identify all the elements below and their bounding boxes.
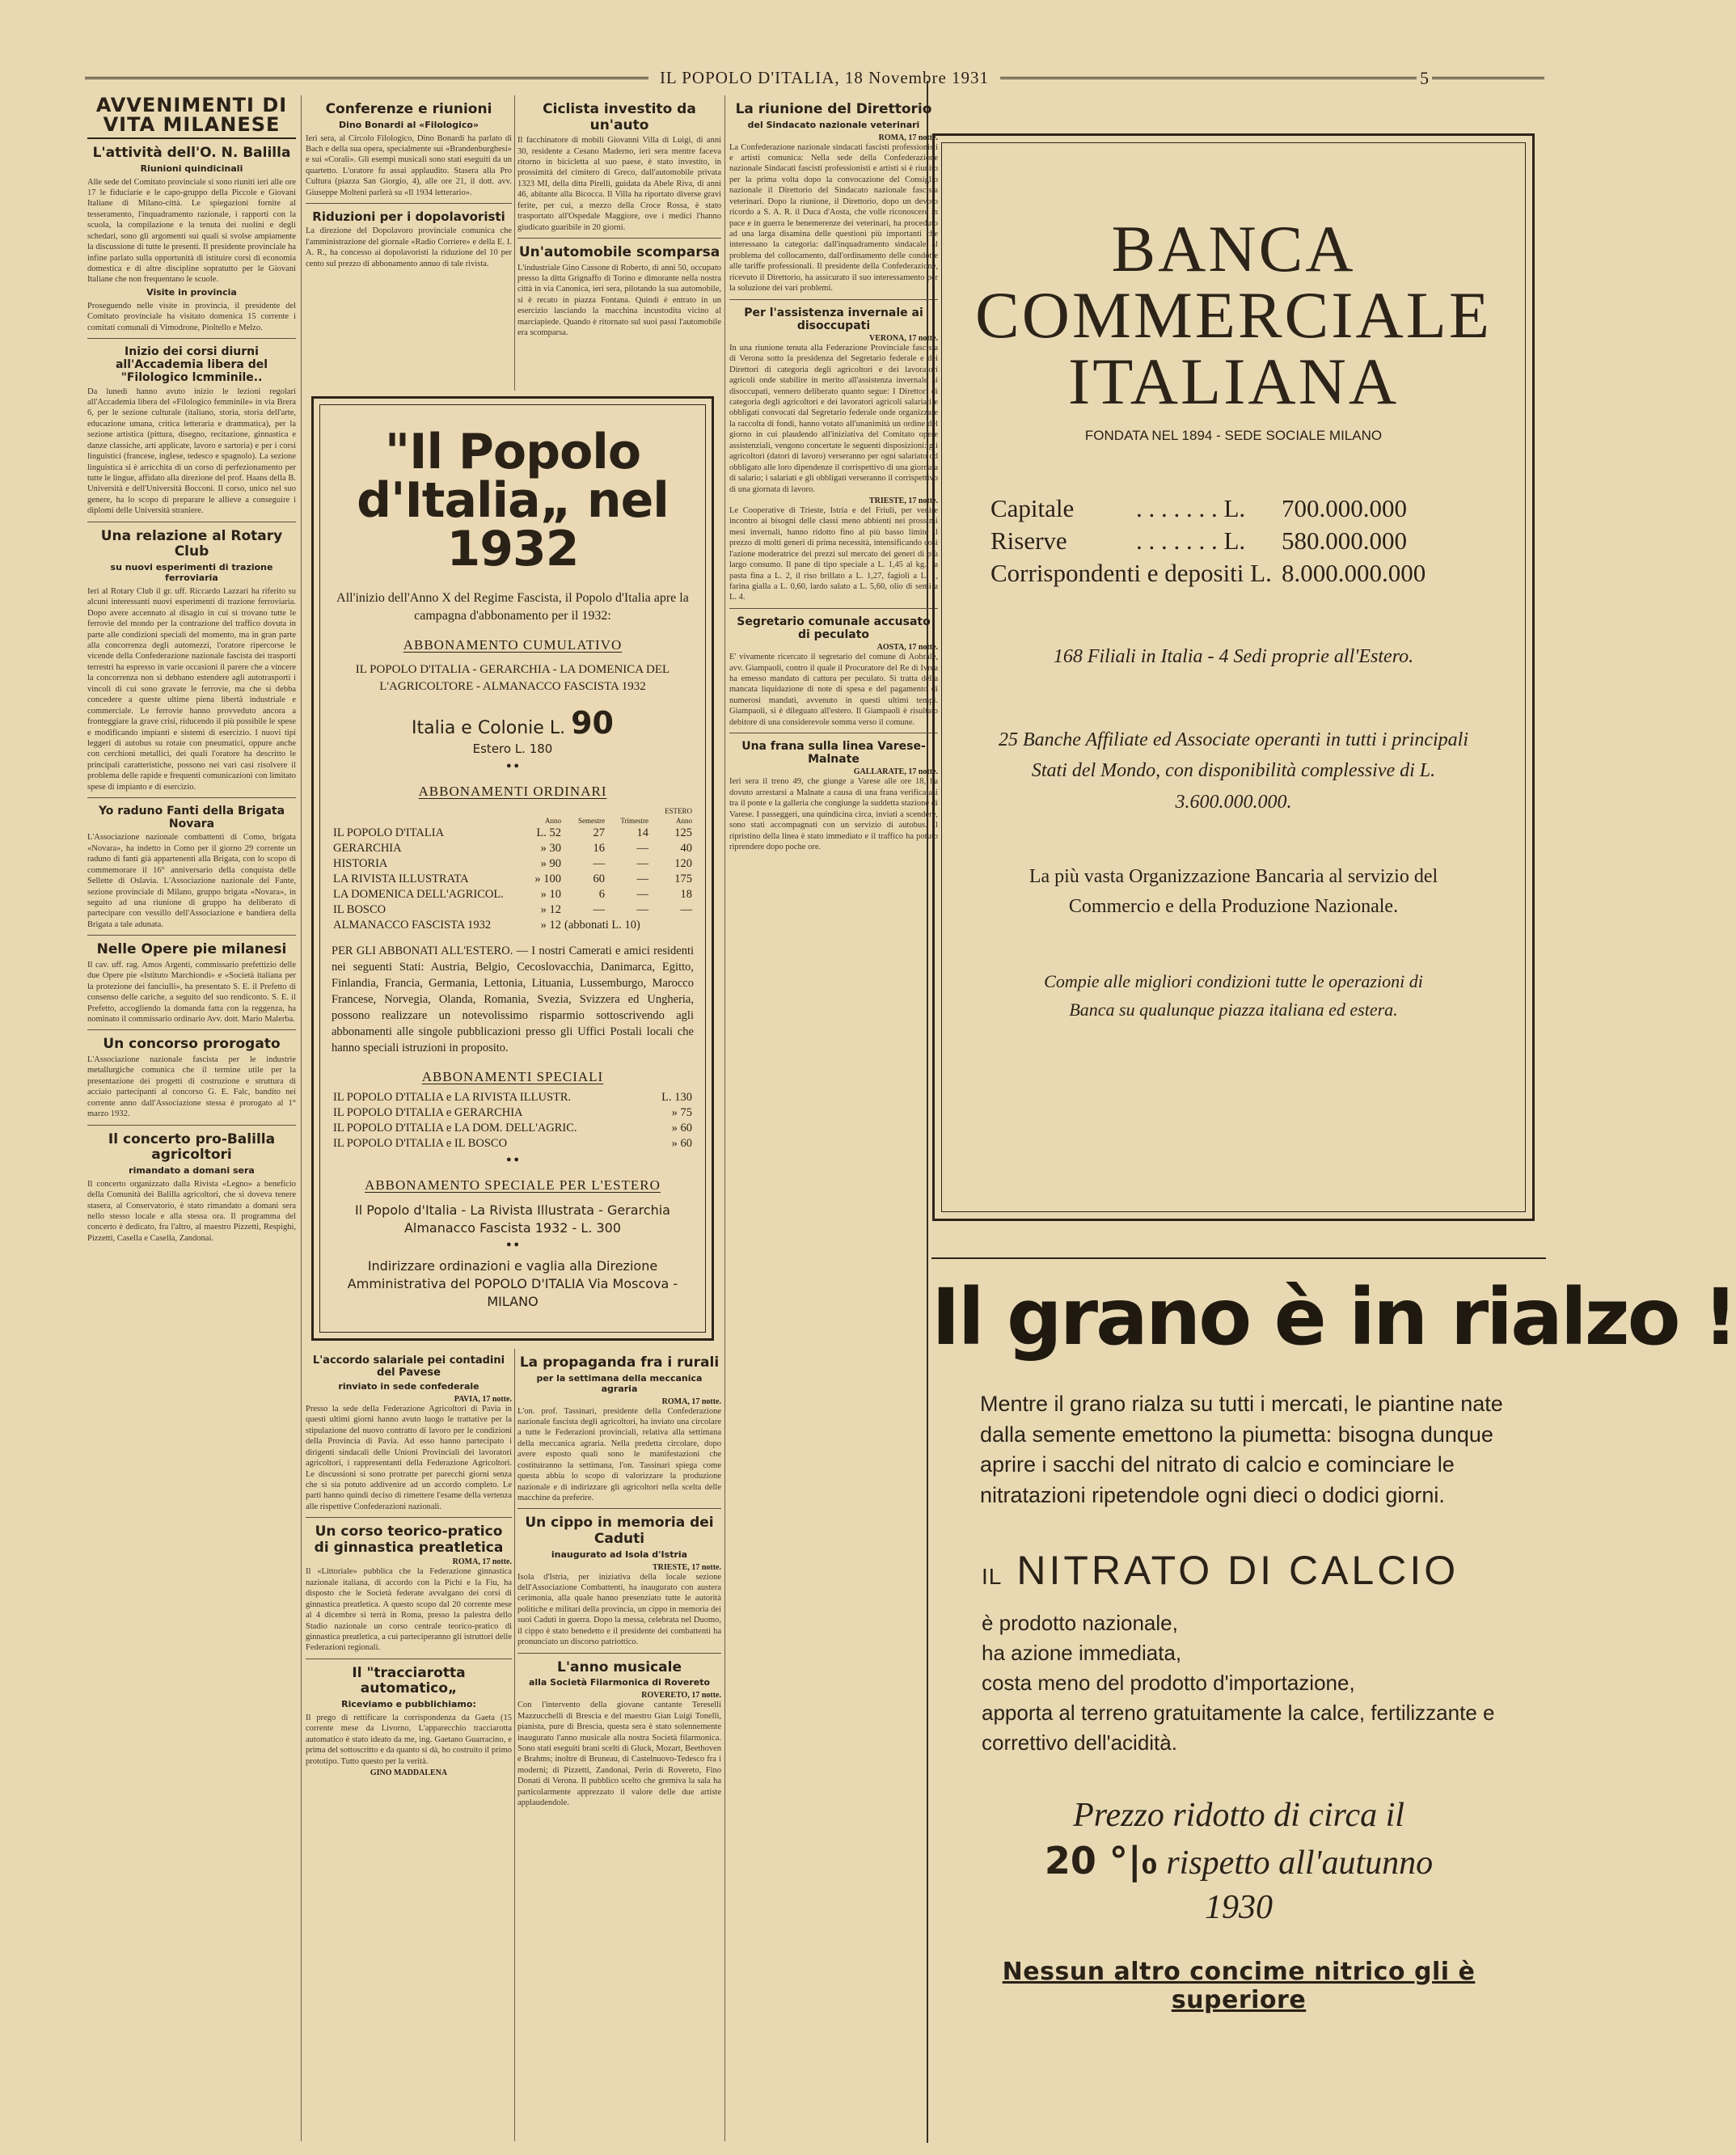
rate-row: LA DOMENICA DELL'AGRICOL. » 10 6 — 18 [333,888,692,902]
article-title: Un concorso prorogato [103,1036,281,1053]
foreign-special-text: Il Popolo d'Italia - La Rivista Illustrata - Gerarchia Almanacco Fascista 1932 - L. 300 [355,1202,670,1236]
column-3 [517,95,721,387]
order-address: Indirizzare ordinazioni e vaglia alla Direzione Amministrativa del POPOLO D'ITALIA Via Moscova - MILANO [347,1258,678,1309]
article-title: Una relazione al Rotary Club [100,527,283,560]
article-body: La direzione del Dopolavoro provinciale comunica che l'amministrazione del giornale «Radio Corriere» e della E. I. A. R., ha concesso ai dopolavoristi la riduzione del 10 per cento sul prezzo di abbonamento annuo di tale rivista. [306,226,512,268]
divider [517,1653,721,1654]
dateline: GALLARATE, 17 notte. [853,767,938,777]
divider [87,797,296,798]
bank-conditions: Compie alle migliori condizioni tutte le operazioni di Banca su qualunque piazza italiana ed estera. [1044,970,1423,1020]
special-rates-table [332,1090,694,1151]
col-head: ESTERO [664,807,692,816]
article-subtitle: Riceviamo e pubblichiamo: [341,1698,476,1709]
article-title: Segretario comunale accusato di peculato [737,615,931,642]
col-head: Anno [676,817,692,826]
bank-ad-frame [941,142,1526,1212]
dateline: ROMA, 17 notte. [661,1397,721,1406]
col-head [519,806,563,816]
column-2-lower [306,1349,512,2141]
article-title: Un cippo in memoria dei Caduti [525,1515,714,1548]
column-4 [729,95,938,2141]
article-subtitle: per la settimana della meccanica agraria [536,1372,703,1394]
article-subtitle: del Sindacato nazionale veterinari [747,119,920,130]
dateline: TRIESTE, 17 notte. [652,1562,721,1572]
rate-row: IL BOSCO » 12 — — — [333,903,692,917]
article-body: Ieri sera, al Circolo Filologico, Dino Bonardi ha parlato di Bach e della sua opera, specialmente sui «Brandenburghesi» e sui «Corali». Gli esempi musicali sono stati eseguiti da un quartetto. L'oratore fu assai applaudito. Stasera alla Pro Cultura (piazza San Giorgio, 4), alle ore 21, il dott. avv. Giuseppe Molteni parlerà su «Il 1934 letterario». [306,133,512,197]
article-title: Il concerto pro-Balilla agricoltori [108,1130,276,1164]
article-title: L'anno musicale [557,1659,682,1675]
rate-row: IL POPOLO D'ITALIA e LA RIVISTA ILLUSTR. L. 130 [333,1091,692,1105]
ornament: ● ● [505,1240,520,1250]
signature: GINO MADDALENA [370,1768,448,1778]
divider [306,1517,512,1518]
rates-header-top [332,806,694,816]
article-body: Il cav. uff. rag. Amos Argenti, commissario prefettizio delle due Opere pie «Istituto Marchiondi» e «Società italiana per la protezione dei fanciulli», ha presentato S. E. il Prefetto di consenso delle cariche, a seguito del suo rendiconto. S. E. il Prefetto, accogliendo la domanda fatta con la reggenza, ha nominato il commissario ordinario Avv. dott. Mario Malerba. [87,960,296,1025]
dateline: AOSTA, 17 notte. [876,643,938,653]
rate-row: LA RIVISTA ILLUSTRATA » 100 60 — 175 [333,873,692,886]
article-subtitle: Dino Bonardi al «Filologico» [338,119,479,130]
column-rule [301,95,302,2141]
column-2 [306,95,512,387]
col-head [606,806,650,816]
article-body: Isola d'Istria, per iniziativa della locale sezione dell'Associazione Combattenti, ha inaugurato con austera cerimonia, alla quale hanno presenziato tutte le autorità politiche e militari della provincia, un cippo in memoria dei suoi Caduti in guerra. Dopo la messa, celebrata nel Duomo, il cippo è stato benedetto e il presidente dei combattenti ha pronunciato un discorso patriottico. [517,1572,721,1647]
dateline: ROMA, 17 notte. [452,1557,512,1567]
col-head [563,806,606,816]
subscription-ad-frame [319,404,706,1333]
bank-capital-table [990,492,1426,589]
rates-header [332,816,694,826]
property-item: apporta al terreno gratuitamente la calce, fertilizzante e [982,1700,1495,1725]
article-title: Inizio dei corsi diurni all'Accademia libera del "Filologico lcmminile.. [115,345,268,385]
rate-row: HISTORIA » 90 — — 120 [333,857,692,871]
article-subtitle: rinviato in sede confederale [338,1380,479,1392]
special-heading: ABBONAMENTI SPECIALI [421,1069,604,1085]
divider [87,1125,296,1126]
property-item: correttivo dell'acidità. [982,1730,1177,1755]
article-title: L'accordo salariale pei contadini del Pavese [312,1354,505,1379]
column-rule [514,1349,515,2141]
col-head: Trimestre [620,817,648,826]
fertilizer-lead: Mentre il grano rialza su tutti i mercati, le piantine nate dalla semente emettono la piumetta: bisogna dunque aprire i sacchi del nitrato di calcio e cominciare le nitratazioni ripetendole ogni dieci o dodici giorni. [980,1391,1503,1508]
column-rule [514,95,515,391]
cumulative-estero: Estero L. 180 [472,742,553,757]
col-head: Semestre [578,817,605,826]
dateline: VERONA, 17 notte. [869,333,938,343]
article-subtitle: alla Società Filarmonica di Rovereto [528,1677,711,1688]
article-body: Con l'intervento della giovane cantante Tereselli Mazzucchelli di Brescia e del maestro Gian Luigi Tonelli, pianista, pure di Brescia, questa sera è stato solennemente inaugurato l'anno musicale alla nostra Società filarmonica. Sono stati eseguiti brani scelti di Gluck, Mozart, Beethoven e Brahms; inoltre di Bruneau, di Castelnuovo-Tedesco fra i moderni; di Pizzetti, Zandonai, Perin di Rovereto, Fino Donati di Verona. Il pubblico scelto che gremiva la sala ha particolarmente apprezzato il valore delle due artiste applaudendole. [517,1701,721,1808]
article-body: Il facchinatore di mobili Giovanni Villa di Luigi, di anni 30, residente a Cesano Maderno, ieri sera mentre faceva ritorno in bicicletta al suo paese, è stato investito, in prossimità del cimitero di Greco, dall'automobile privata 1323 MI, della ditta Pirelli, guidata da Abele Riva, di anni 46, abitante alla Bicocca. Il Villa ha riportato diverse gravi ferite, per cui, a mezzo della Croce Rossa, è stato trasportato all'Ospedale Maggiore, ove i medici l'hanno giudicato guaribile in 20 giorni. [517,136,721,232]
fertilizer-slogan: Nessun altro concime nitrico gli è superiore [1002,1957,1476,2014]
bank-branches: 168 Filiali in Italia - 4 Sedi proprie all'Estero. [1053,646,1414,667]
bank-name: BANCA COMMERCIALE ITALIANA [975,212,1492,418]
article-body: L'on. prof. Tassinari, presidente della Confederazione nazionale fascista degli agricoltori, ha inviato una circolare a tutte le Federazioni provinciali, relativa alla settimana della meccanica agraria. Nella predetta circolare, dopo avere esposto quali sono le manifestazioni che costituiranno la settimana, l'on. Tassinari spiega come questa abbia lo scopo di valorizzare la produzione nazionale e di indirizzare gli agricoltori nella scelta delle macchine da preferire. [517,1406,721,1503]
divider [729,608,938,609]
subscription-ad-intro: All'inizio dell'Anno X del Regime Fascista, il Popolo d'Italia apre la campagna d'abbonamento per il 1932: [336,591,689,623]
rate-row: IL POPOLO D'ITALIA e LA DOM. DELL'AGRIC. » 60 [333,1122,692,1135]
section-banner: AVVENIMENTI DI VITA MILANESE [87,95,296,139]
divider [517,238,721,239]
article-body: La Confederazione nazionale sindacati fascisti professionisti e artisti comunica: Nella sede della Confederazione nazionale Sindacati fascisti professionisti e artisti si è riunito per la prima volta dopo la convocazione del Consiglio nazionale il Direttorio del Sindacato nazionale fascista veterinari. Dopo la riunione, il Direttorio, dopo un devoto ricordo a S. A. R. il Duca d'Aosta, che volle riconoscere in pace e in guerra le benemerenze dei veterinari, ha proceduto ad una larga disamina delle questioni più importanti che interessano la categoria: dall'inquadramento sindacale al problema del collocamento, dall'ordinamento delle condotte alle tariffe professionali. Il presidente della Confederazione, ricevuto il Direttorio, ha assicurato il suo interessamento per la soluzione dei vari problemi. [729,142,938,294]
rate-row: GERARCHIA » 30 16 — 40 [333,842,692,856]
article-title: Per l'assistenza invernale ai disoccupati [744,306,923,332]
column-rule [724,95,725,2141]
dateline: ROVERETO, 17 notte. [641,1691,721,1701]
foreign-special-heading: ABBONAMENTO SPECIALE PER L'ESTERO [365,1177,661,1194]
rate-row: ALMANACCO FASCISTA 1932 » 12 (abbonati L. 10) [333,919,640,932]
capital-row: Corrispondenti e depositi L. 8.000.000.000 [990,559,1426,587]
subscription-ad [311,396,714,1341]
subscription-ad-title: "Il Popolo d'Italia„ nel 1932 [357,424,669,577]
article-body: Presso la sede della Federazione Agricoltori di Pavia in questi ultimi giorni hanno avuto luogo le trattative per la stipulazione del nuovo contratto di lavoro per le condizioni della Provincia di Pavia. Ad esso hanno partecipato i dirigenti sindacali delle Unioni Provinciali dei lavoratori agricoltori, i rappresentanti della Federazione Agricoltori. Le discussioni si sono protratte per parecchi giorni senza che si sia potuto addivenire ad un accordo completo. Le parti hanno quindi deciso di rimettere l'esame della vertenza alle rispettive Confederazioni nazionali. [306,1404,512,1511]
article-subtitle: rimandato a domani sera [129,1164,255,1176]
article-title: Il "tracciarotta automatico„ [352,1664,466,1697]
article-body: Le Cooperative di Trieste, Istria e del Friuli, per venire incontro ai bisogni delle classi meno abbienti nei prossimi mesi invernali, hanno ridotto fino al più basso limite il prezzo di molti generi di prima necessità, intensificando così l'azione moderatrice dei prezzi sul mercato dei generi di più largo consumo. Il pane di tipo speciale a L. 1,45 al kg., la pasta fina a L. 2, il riso brillato a L. 1,27, fagioli a L. 1, farina gialla a L. 0,60, lardo salato a L. 5,60, olio di semi a L. 4. [729,505,938,602]
article-body: Da lunedì hanno avuto inizio le lezioni regolari all'Accademia libera del «Filologico femminile» in via Brera 6, per le sezione culturale (italiano, storia, storia dell'arte, educazione umana, critica letteraria e drammatica), per la sezione artistica (pittura, disegno, recitazione, ginnastica e danze classiche, arti applicate, lavoro e sartoria) e per i corsi linguistici (francese, inglese, tedesco e spagnolo). La sezione linguistica si è arricchita di un corso di perfezionamento per tutte le lingue, affidato alla direzione del prof. Haans della B. Università e dell'Università Bocconi. Il corso, unico nel suo genere, ha lo scopo di preparare le allieve a conseguire i diplomi delle Università straniere. [87,387,296,516]
dateline: TRIESTE, 17 notte. [868,496,938,505]
column-1 [87,95,296,2141]
capital-row: Riserve . . . . . . . L. 580.000.000 [990,526,1407,555]
price-reduction: Prezzo ridotto di circa il 20 °|₀ rispetto all'autunno 1930 [1044,1796,1434,1926]
article-body: E' vivamente ricercato il segretario del comune di Aobrale, avv. Giampaoli, contro il quale il Procuratore del Re di Ivrea ha emesso mandato di cattura per peculato. Si tratta della mancata liquidazione di note di spesa e del pagamento di numerosi mandati, avvenuto in questi ultimi tempi. Giampaoli, si è dileguato all'estero. Il Giampaoli è risultato debitore di una considerevole somma verso il comune. [729,653,938,727]
page-number: 5 [1417,68,1432,89]
article-subtitle: su nuovi esperimenti di trazione ferroviaria [110,561,273,583]
article-body: Ieri sera il treno 49, che giunge a Varese alle ore 18, ha dovuto arrestarsi a Malnate a causa di una frana verificatasi tra il ponte e la galleria che congiunge la suddetta stazione di Varese. I passeggeri, una quindicina circa, inviati a scendere, sono stati accompagnati con un servizio di autobus. Il ripristino della linea è stato immediato e il traffico ha potuto riprendere dopo poche ore. [729,777,938,851]
bank-organization: La più vasta Organizzazione Bancaria al servizio del Commercio e della Produzione Nazionale. [1029,866,1438,918]
header-title: IL POPOLO D'ITALIA, 18 Novembre 1931 [648,68,1000,87]
article-title: Ciclista investito da un'auto [543,101,696,133]
fertilizer-ad [931,1257,1736,2147]
article-body: L'industriale Gino Cassone di Roberto, di anni 50, occupato presso la ditta Grignaffo di Torino e dimorante nella nostra città in via Canonica, ieri sera, pilotando la sua automobile, si è recato in piazza Fontana. Quindi è entrato in un esercizio lasciando la macchina incustodita vicino al marciapiede. Quando è ritornato sul suoi passi l'automobile era scomparsa. [517,263,721,338]
article-body: L'Associazione nazionale combattenti di Como, brigata «Novara», ha indetto in Como per il giorno 29 corrente un raduno di fanti già appartenenti alla Brigata, con lo scopo di commemorare il 16° anniversario della conquista delle Sellette di Oslavia. L'Associazione nazionale del Fante, sezione provinciale di Milano, gruppo brigata «Novara», in seguito ad una riunione di gruppo ha deliberato di partecipare con vessillo dell'Associazione e bandiera della Brigata a tale adunata. [87,833,296,929]
dateline: PAVIA, 17 notte. [454,1394,512,1404]
page-header [0,68,1649,88]
divider [306,203,512,204]
property-item: ha azione immediata, [982,1640,1182,1665]
property-item: è prodotto nazionale, [982,1610,1178,1635]
bank-ad [932,133,1535,1221]
article-title: Nelle Opere pie milanesi [96,941,287,958]
article-body: Alle sede del Comitato provinciale si sono riuniti ieri alle ore 17 le fiduciarie e le capo-gruppo della Piccole e Giovani Italiane di Milano-città. Le spiegazioni fornite al tesseramento, l'inquadramento razionale, i rapporti con la scuola, la compilazione e la tenuta dei ruolini e degli schedari, sono gli argomenti sui quali si svolse ampiamente la discussione di tutte le presenti. Il presidente provinciale ha infine parlato sulla opportunità di istituire corsi di economia domestica e di altre discipline sopratutto per le Giovani Italiane che non frequentano le scuole. [87,177,296,285]
article-body: Proseguendo nelle visite in provincia, il presidente del Comitato provinciale ha visitato domenica 15 corrente i comitati comunali di Vimodrone, Pioltello e Melzo. [87,301,296,332]
article-title: Riduzioni per i dopolavoristi [312,209,505,225]
article-title: Yo raduno Fanti della Brigata Novara [98,805,285,831]
ordinary-rates-table [332,806,694,933]
article-subtitle: inaugurato ad Isola d'Istria [551,1549,688,1560]
article-body: In una riunione tenuta alla Federazione Provinciale fascista di Verona sotto la presidenza del Segretario federale e dei Direttori di categoria degli agricoltori e dei lavoratori agricoli onde stabilire in merito all'assistenza invernale ai disoccupati, vennero deliberato quanto segue: I Direttori di categoria degli agricoltori e dei lavoratori agricoli salariati e obbligati convocati dal Segretario federale onde organizzare la raccolta di fondi, hanno votato all'unanimità un ordine del giorno in cui plaudendo all'iniziativa del Comitato opere assistenziali, vengono concertate le seguenti disposizioni: gli agricoltori (datori di lavoro) verseranno per ogni salariato od obbligato alle loro dipendenze il corrispettivo di una giornata di salario; i salariati e gli obbligati verseranno il corrispettivo di una giornata di lavoro. [729,343,938,494]
ad-top-rule [931,1257,1546,1259]
ornament: ● ● [505,1155,520,1165]
divider [87,935,296,936]
article-title: La propaganda fra i rurali [519,1354,720,1371]
article-body: L'Associazione nazionale fascista per le industrie metallurgiche comunica che il termine utile per la presentazione dei progetti di costruzione e struttura di acciaio partecipanti al concorso G. E. Falc, bandito nei corrente anno dall'Associazione stessa è prorogato al 1° marzo 1932. [87,1055,296,1119]
article-subtitle: Visite in provincia [146,286,237,298]
divider [87,338,296,339]
article-title: Un corso teorico-pratico di ginnastica preatletica [314,1523,504,1556]
dateline: ROMA, 17 notte. [878,133,938,142]
article-title: La riunione del Direttorio [735,101,932,117]
article-body: Il «Littoriale» pubblica che la Federazione ginnastica nazionale italiana, di accordo con la Pichi e la Fiu, ha disposto che le Società federate avvalgano dei corsi di ginnastica preatletica. A questo scopo dal 20 corrente mese al 4 dicembre si terrà in Roma, presso la palestra dello Stadio nazionale un corso centrale teorico-pratico di ginnastica preatletica, a cui parteciperanno gli istruttori delle Federazioni regionali. [306,1567,512,1653]
cumulative-text: IL POPOLO D'ITALIA - GERARCHIA - LA DOMENICA DEL L'AGRICOLTORE - ALMANACCO FASCISTA 1932 [355,663,670,694]
product-name: IL NITRATO DI CALCIO [982,1547,1459,1593]
article-body: Ieri al Rotary Club il gr. uff. Riccardo Lazzari ha riferito su alcuni interessanti nuovi esperimenti di trazione ferroviaria. Dopo avere accennato al disagio in cui si trovano tutte le ferrovie del mondo per la contrazione del traffico dovuta in parte alle condizioni speciali del momento, ma in gran parte alla concorrenza degli automezzi, l'oratore ripercorse le vicende della Confederazione nazionale fascista dei trasporti terrestri ha espresso in varie occasioni il parere che a vincere la concorrenza non si debbano estendere agli autotrasporti i vincoli di cui sono gravate le ferrovie, ma che si debba concedere a queste ultime piena libertà industriale e commerciale. Le ferrovie hanno provveduto ancora a fronteggiare la grave crisi, riducendo il più possibile le spese e modificando impianti e sistemi di esercizio. I nuovi tipi leggeri di autobus su rotaie con pneumatici, oppure anche con cerchioni metallici, dei quali l'oratore ha descritto le principali caratteristiche, possono nei vari casi risolvere il problema delle rapide e frequenti comunicazioni con limitato spese di impianto e di esercizio. [87,586,296,792]
cumulative-price: Italia e Colonie L. 90 [412,705,614,742]
article-subtitle: Riunioni quindicinali [140,163,243,174]
rate-row: IL POPOLO D'ITALIA e GERARCHIA » 75 [333,1106,692,1120]
bank-affiliates: 25 Banche Affiliate ed Associate operanti in tutti i principali Stati del Mondo, con disponibilità complessive di L. 3.600.000.000. [998,729,1469,813]
ornament: ● ● [505,761,520,771]
article-body: Il prego di rettificare la corrispondenza da Gaeta (15 corrente mese da Livorno, L'apparecchio tracciarotta automatico è stato ideato da me, ing. Gaetano Guarracino, e prima del sottoscritto e da quanto si dà, ho costruito il primo prototipo. Tutto questo per la verità. [306,1713,512,1766]
rate-row: IL POPOLO D'ITALIA e IL BOSCO » 60 [333,1137,692,1151]
divider [87,1029,296,1030]
fertilizer-headline: Il grano è in rialzo ! [931,1272,1736,1363]
product-properties [982,1608,1546,1758]
article-title: Un'automobile scomparsa [518,244,720,261]
property-item: costa meno del prodotto d'importazione, [982,1670,1355,1695]
capital-row: Capitale . . . . . . . L. 700.000.000 [990,494,1407,522]
foreign-subscribers-note: PER GLI ABBONATI ALL'ESTERO. — I nostri Camerati e amici residenti nei seguenti Stati: Austria, Belgio, Cecoslovacchia, Danimarca, Egitto, Finlandia, Francia, Germania, Lettonia, Lituania, Lussemburgo, Marocco Francese, Norvegia, Olanda, Romania, Svezia, Svizzera ed Ungheria, possono realizzare un notevolissimo risparmio sottoscrivendo agli abbonamenti alle singole pubblicazioni presso gli Uffici Postali locali che hanno speciali istruzioni in proposito. [332,944,694,1055]
divider [729,299,938,300]
cumulative-heading: ABBONAMENTO CUMULATIVO [403,637,623,653]
divider [517,1508,721,1509]
ordinary-heading: ABBONAMENTI ORDINARI [418,784,607,800]
bank-founded: FONDATA NEL 1894 - SEDE SOCIALE MILANO [1084,428,1383,443]
column-3-lower [517,1349,721,2141]
article-title: L'attività dell'O. N. Balilla [92,145,291,161]
article-title: Una frana sulla linea Varese-Malnate [741,740,926,767]
col-head: Anno [545,817,561,826]
rate-row: IL POPOLO D'ITALIA L. 52 27 14 125 [333,826,692,840]
article-body: Il concerto organizzato dalla Rivista «Legno» a beneficio della Comunità dei Balilla agricoltori, che si doveva tenere stasera, al Conservatorio, è stato rimandato a domani sera nello stesso locale e alla stessa ora. Il programma del concerto è dedicato, fra l'altro, al maestro Pizzetti, Respighi, Pizzetti, Casella e Casella, Zandonai. [87,1179,296,1243]
article-title: Conferenze e riunioni [325,101,492,117]
